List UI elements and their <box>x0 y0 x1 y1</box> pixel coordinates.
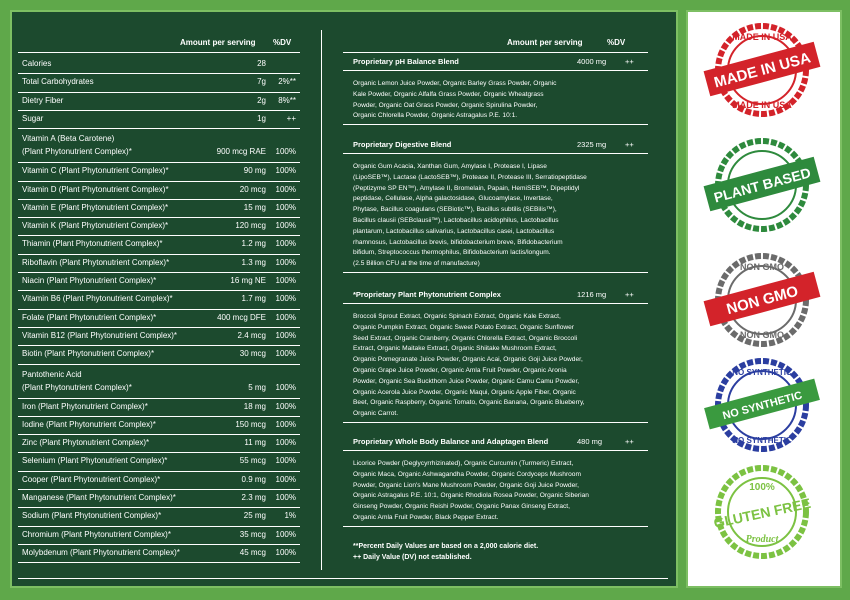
nutrient-name: Niacin (Plant Phytonutrient Complex)* <box>22 276 157 285</box>
svg-text:NON GMO: NON GMO <box>740 330 784 340</box>
blend-ingredient-line: peptidase, Cellulase, Alpha galactosidase, Glucoamylase, Invertase, <box>353 195 553 203</box>
nutrient-amount: 25 mg <box>243 511 266 521</box>
nutrient-name: Sugar <box>22 113 44 123</box>
column-divider <box>321 30 322 570</box>
nutrient-name: Iodine (Plant Phytonutrient Complex)* <box>22 419 156 429</box>
nutrient-amount: 30 mcg <box>239 349 266 359</box>
blend-ingredient-line: Organic Amla Fruit Powder, Black Pepper Extract. <box>353 514 499 521</box>
blend-ingredient-line: Powder, Organic Lion's Mane Mushroom Powder, Organic Goji Juice Powder, <box>353 481 579 489</box>
nutrient-name: Iron (Plant Phytonutrient Complex)* <box>22 401 148 411</box>
blend-divider <box>343 70 648 71</box>
nutrient-name: Calories <box>22 59 52 68</box>
nutrient-amount: 1.2 mg <box>241 239 266 249</box>
nutrient-amount: 90 mg <box>243 166 266 176</box>
right-dv-header: %DV <box>607 38 626 47</box>
blend-title: *Proprietary Plant Phytonutrient Complex <box>353 290 501 299</box>
row-divider <box>18 452 300 453</box>
nutrient-amount: 55 mcg <box>239 456 266 466</box>
nutrient-amount: 16 mg NE <box>230 276 266 285</box>
blend-header <box>345 57 650 69</box>
blend-ingredient-line: bifidum, Streptococcus thermophilus, Bifidobacterium lactis/longum. <box>353 249 551 257</box>
nutrient-name: Biotin (Plant Phytonutrient Complex)* <box>22 349 155 359</box>
blend-dv: ++ <box>625 140 634 149</box>
blend-end-divider <box>343 422 648 423</box>
nutrient-name: Vitamin E (Plant Phytonutrient Complex)* <box>22 202 169 212</box>
blend-ingredient-line: Kale Powder, Organic Alfalfa Grass Powder, Organic Wheatgrass <box>353 90 544 98</box>
nutrient-name: Vitamin B12 (Plant Phytonutrient Complex)* <box>22 330 178 340</box>
nutrient-amount: 400 mcg DFE <box>217 312 266 322</box>
row-divider <box>18 489 300 490</box>
svg-text:NO SYNTHETIC: NO SYNTHETIC <box>732 368 792 377</box>
nutrient-dv: 100% <box>275 147 296 157</box>
blend-ingredient-line: plantarum, Lactobacillus salivarius, Lactobacillus casei, Lactobacillus <box>353 227 555 235</box>
nutrient-amount: 900 mcg RAE <box>216 147 266 157</box>
nutrient-dv: 1% <box>284 511 296 521</box>
svg-text:Product: Product <box>745 534 779 545</box>
row-divider <box>18 290 300 291</box>
nutrient-amount: 150 mcg <box>235 419 266 429</box>
nutrient-name: Vitamin B6 (Plant Phytonutrient Complex)* <box>22 294 173 304</box>
non-gmo-stamp <box>697 250 827 350</box>
nutrient-dv: 100% <box>275 401 296 411</box>
row-divider <box>18 162 300 163</box>
nutrient-name: Molybdenum (Plant Phytonutrient Complex)* <box>22 547 180 557</box>
nutrient-amount: 2.4 mcg <box>237 330 266 340</box>
nutrient-dv: ++ <box>286 113 296 123</box>
nutrient-dv: 100% <box>275 456 296 466</box>
nutrient-dv: 100% <box>275 529 296 539</box>
nutrient-amount: 120 mcg <box>235 221 266 231</box>
nutrient-dv: 100% <box>275 221 296 231</box>
blend-end-divider <box>343 272 648 273</box>
blend-title: Proprietary pH Balance Blend <box>353 57 459 66</box>
nutrient-name: Vitamin K (Plant Phytonutrient Complex)* <box>22 221 169 231</box>
blend-ingredient-line: Powder, Organic Sea Buckthorn Juice Powder, Organic Camu Camu Powder, <box>353 377 580 385</box>
blend-ingredient-line: Seed Extract, Organic Cranberry, Organic Chlorella Extract, Organic Broccoli <box>353 334 578 342</box>
no-synthetic-stamp <box>697 355 827 455</box>
blend-title: Proprietary Digestive Blend <box>353 140 452 149</box>
nutrient-amount: 2.3 mg <box>241 493 266 502</box>
nutrient-name: Zinc (Plant Phytonutrient Complex)* <box>22 438 150 448</box>
bottom-divider <box>18 578 668 579</box>
left-dv-header: %DV <box>273 38 292 47</box>
nutrient-amount: 0.9 mg <box>241 474 266 484</box>
blend-ingredient-line: Organic Carrot. <box>353 410 399 418</box>
nutrient-dv: 100% <box>275 202 296 212</box>
blend-divider <box>343 303 648 304</box>
nutrient-dv: 100% <box>275 349 296 359</box>
blend-divider <box>343 450 648 451</box>
blend-amount: 2325 mg <box>577 140 607 149</box>
nutrient-dv: 100% <box>275 257 296 267</box>
row-divider <box>18 128 300 129</box>
row-divider <box>18 73 300 74</box>
nutrient-amount: 28 <box>257 59 266 68</box>
blend-ingredient-line: Organic Pumpkin Extract, Organic Sweet Potato Extract, Organic Sunflower <box>353 323 574 331</box>
nutrient-amount: 15 mg <box>243 202 266 212</box>
nutrient-name: Selenium (Plant Phytonutrient Complex)* <box>22 456 168 466</box>
nutrient-dv: 100% <box>275 184 296 194</box>
row-divider <box>18 272 300 273</box>
blend-ingredient-line: Organic Chlorella Powder, Organic Astragalus P.E. 10:1. <box>353 112 518 120</box>
blend-ingredient-line: Broccoli Sprout Extract, Organic Spinach Extract, Organic Kale Extract, <box>353 313 561 320</box>
row-divider <box>18 544 300 545</box>
row-divider <box>18 507 300 508</box>
row-divider <box>18 235 300 236</box>
footnote-1: **Percent Daily Values are based on a 2,000 calorie diet. <box>353 543 539 550</box>
svg-text:MADE IN USA: MADE IN USA <box>732 32 792 42</box>
nutrient-name: Dietry Fiber <box>22 95 64 105</box>
nutrient-dv: 2%** <box>278 77 296 87</box>
nutrient-dv: 100% <box>275 382 296 392</box>
svg-text:NO SYNTHETIC: NO SYNTHETIC <box>732 436 792 445</box>
nutrient-name: Cooper (Plant Phytonutrient Complex)* <box>22 474 161 484</box>
blend-ingredient-line: (LipoSEB™), Lactase (LactoSEB™), Protease II, Protease III, Serratiopeptidase <box>353 173 587 181</box>
blend-ingredient-line: Licorice Powder (Deglycyrrhizinated), Organic Curcumin (Turmeric) Extract, <box>353 460 574 467</box>
nutrient-amount: 1.3 mg <box>241 257 266 267</box>
blend-amount: 480 mg <box>577 437 603 446</box>
header-divider <box>18 52 300 53</box>
blend-ingredient-line: Organic Gum Acacia, Xanthan Gum, Amylase I, Protease I, Lipase <box>353 163 547 170</box>
nutrient-row <box>18 370 300 400</box>
row-divider <box>18 309 300 310</box>
row-divider <box>18 199 300 200</box>
nutrient-amount: 5 mg <box>248 382 266 392</box>
blend-ingredient-line: Organic Grape Juice Powder, Organic Amla Fruit Powder, Organic Aronia <box>353 367 567 374</box>
blend-dv: ++ <box>625 290 634 299</box>
blend-header <box>345 437 650 449</box>
nutrient-name: Thiamin (Plant Phytonutrient Complex)* <box>22 239 163 249</box>
nutrient-amount: 35 mcg <box>239 529 266 539</box>
row-divider <box>18 327 300 328</box>
nutrient-name: Folate (Plant Phytonutrient Complex)* <box>22 312 157 322</box>
nutrient-name-line2: (Plant Phytonutrient Complex)* <box>22 382 132 392</box>
footnote-2: ++ Daily Value (DV) not established. <box>353 554 472 561</box>
nutrient-name: Vitamin A (Beta Carotene) <box>22 134 115 144</box>
nutrient-amount: 1g <box>257 113 266 123</box>
plant-based-stamp <box>697 135 827 235</box>
nutrient-amount: 20 mcg <box>239 184 266 194</box>
blend-ingredient-line: Organic Maca, Organic Ashwagandha Powder, Organic Cordyceps Mushroom <box>353 470 581 478</box>
row-divider <box>18 364 300 365</box>
nutrient-name: Vitamin C (Plant Phytonutrient Complex)* <box>22 166 169 176</box>
blend-amount: 1216 mg <box>577 290 607 299</box>
nutrient-dv: 100% <box>275 547 296 557</box>
blend-ingredient-line: Organic Pomegranate Juice Powder, Organic Acai, Organic Goji Juice Powder, <box>353 356 583 364</box>
made-in-usa-stamp <box>697 20 827 120</box>
nutrient-dv: 100% <box>275 474 296 484</box>
svg-text:PLANT BASED: PLANT BASED <box>712 164 813 206</box>
blend-ingredient-line: (2.5 Billion CFU at the time of manufacture) <box>353 260 480 268</box>
blend-ingredient-line: rhamnosus, Lactobacillus brevis, bifidobacterium breve, Bifidobacterium <box>353 238 563 246</box>
right-header-divider <box>343 52 648 53</box>
row-divider <box>18 398 300 399</box>
nutrient-name: Manganese (Plant Phytonutrient Complex)* <box>22 493 176 502</box>
nutrient-name: Total Carbohydrates <box>22 77 94 87</box>
blend-ingredient-line: Extract, Organic Maitake Extract, Organic Shiitake Mushroom Extract, <box>353 345 557 353</box>
nutrient-name: Vitamin D (Plant Phytonutrient Complex)* <box>22 184 169 194</box>
blend-ingredient-line: Organic Astragalus P.E. 10:1, Organic Rhodiola Rosea Powder, Organic Siberian <box>353 492 589 500</box>
blend-ingredient-line: Phytase, Bacillus coagulans (SEBiotic™), Bacillus subtilis (SEBilis™), <box>353 206 557 214</box>
svg-text:MADE IN USA: MADE IN USA <box>712 49 813 92</box>
nutrient-dv: 100% <box>275 330 296 340</box>
blend-ingredient-line: Bacillus clausii (SEBclausii™), Lactobacillus acidophilus, Lactobacillus <box>353 217 559 224</box>
row-divider <box>18 92 300 93</box>
blend-ingredient-line: (Peptizyme SP EN™), Amylase II, Bromelain, Papain, HemiSEB™, Dipeptidyl <box>353 184 580 192</box>
row-divider <box>18 345 300 346</box>
nutrient-amount: 7g <box>257 77 266 87</box>
nutrient-dv: 100% <box>275 438 296 448</box>
svg-text:GLUTEN FREE: GLUTEN FREE <box>712 494 813 532</box>
nutrient-name: Sodium (Plant Phytonutrient Complex)* <box>22 511 162 521</box>
blend-ingredient-line: Organic Acerola Juice Powder, Organic Maqui, Organic Apple Fiber, Organic <box>353 388 576 396</box>
nutrient-dv: 100% <box>275 166 296 176</box>
nutrient-name: Riboflavin (Plant Phytonutrient Complex)* <box>22 257 170 267</box>
nutrient-amount: 18 mg <box>243 401 266 411</box>
row-divider <box>18 471 300 472</box>
nutrient-dv: 100% <box>275 419 296 429</box>
left-amount-header: Amount per serving <box>180 38 256 47</box>
blend-header <box>345 290 650 302</box>
nutrient-amount: 1.7 mg <box>241 294 266 304</box>
right-amount-header: Amount per serving <box>507 38 583 47</box>
nutrient-name: Pantothenic Acid <box>22 369 82 379</box>
nutrient-dv: 100% <box>275 276 296 285</box>
row-divider <box>18 434 300 435</box>
svg-text:NON GMO: NON GMO <box>724 282 801 319</box>
svg-text:MADE IN USA: MADE IN USA <box>732 100 792 110</box>
nutrient-dv: 100% <box>275 493 296 502</box>
svg-text:100%: 100% <box>749 482 775 493</box>
row-divider <box>18 110 300 111</box>
nutrient-amount: 45 mcg <box>239 547 266 557</box>
blend-end-divider <box>343 526 648 527</box>
row-divider <box>18 526 300 527</box>
svg-text:NO SYNTHETIC: NO SYNTHETIC <box>721 389 804 423</box>
blend-title: Proprietary Whole Body Balance and Adaptagen Blend <box>353 437 549 446</box>
blend-ingredient-line: Beet, Organic Raspberry, Organic Tomato, Organic Banana, Organic Blueberry, <box>353 399 585 407</box>
nutrient-row <box>18 134 300 164</box>
row-divider <box>18 562 300 563</box>
gluten-free-stamp <box>697 462 827 562</box>
nutrient-dv: 100% <box>275 239 296 249</box>
blend-dv: ++ <box>625 437 634 446</box>
blend-header <box>345 140 650 152</box>
row-divider <box>18 254 300 255</box>
nutrient-amount: 2g <box>257 95 266 105</box>
blend-ingredient-line: Ginseng Powder, Organic Reishi Powder, Organic Panax Ginseng Extract, <box>353 503 570 511</box>
nutrient-dv: 100% <box>275 294 296 304</box>
blend-ingredient-line: Organic Lemon Juice Powder, Organic Barley Grass Powder, Organic <box>353 80 557 87</box>
nutrient-amount: 11 mg <box>244 438 266 448</box>
nutrient-dv: 100% <box>275 312 296 322</box>
svg-text:NON GMO: NON GMO <box>740 262 784 272</box>
blend-amount: 4000 mg <box>577 57 607 66</box>
nutrient-name: Chromium (Plant Phytonutrient Complex)* <box>22 529 171 539</box>
nutrient-name-line2: (Plant Phytonutrient Complex)* <box>22 147 132 157</box>
row-divider <box>18 217 300 218</box>
row-divider <box>18 416 300 417</box>
blend-divider <box>343 153 648 154</box>
blend-dv: ++ <box>625 57 634 66</box>
row-divider <box>18 181 300 182</box>
nutrient-dv: 8%** <box>278 95 296 105</box>
blend-end-divider <box>343 124 648 125</box>
blend-ingredient-line: Powder, Organic Oat Grass Powder, Organic Spirulina Powder, <box>353 101 538 109</box>
